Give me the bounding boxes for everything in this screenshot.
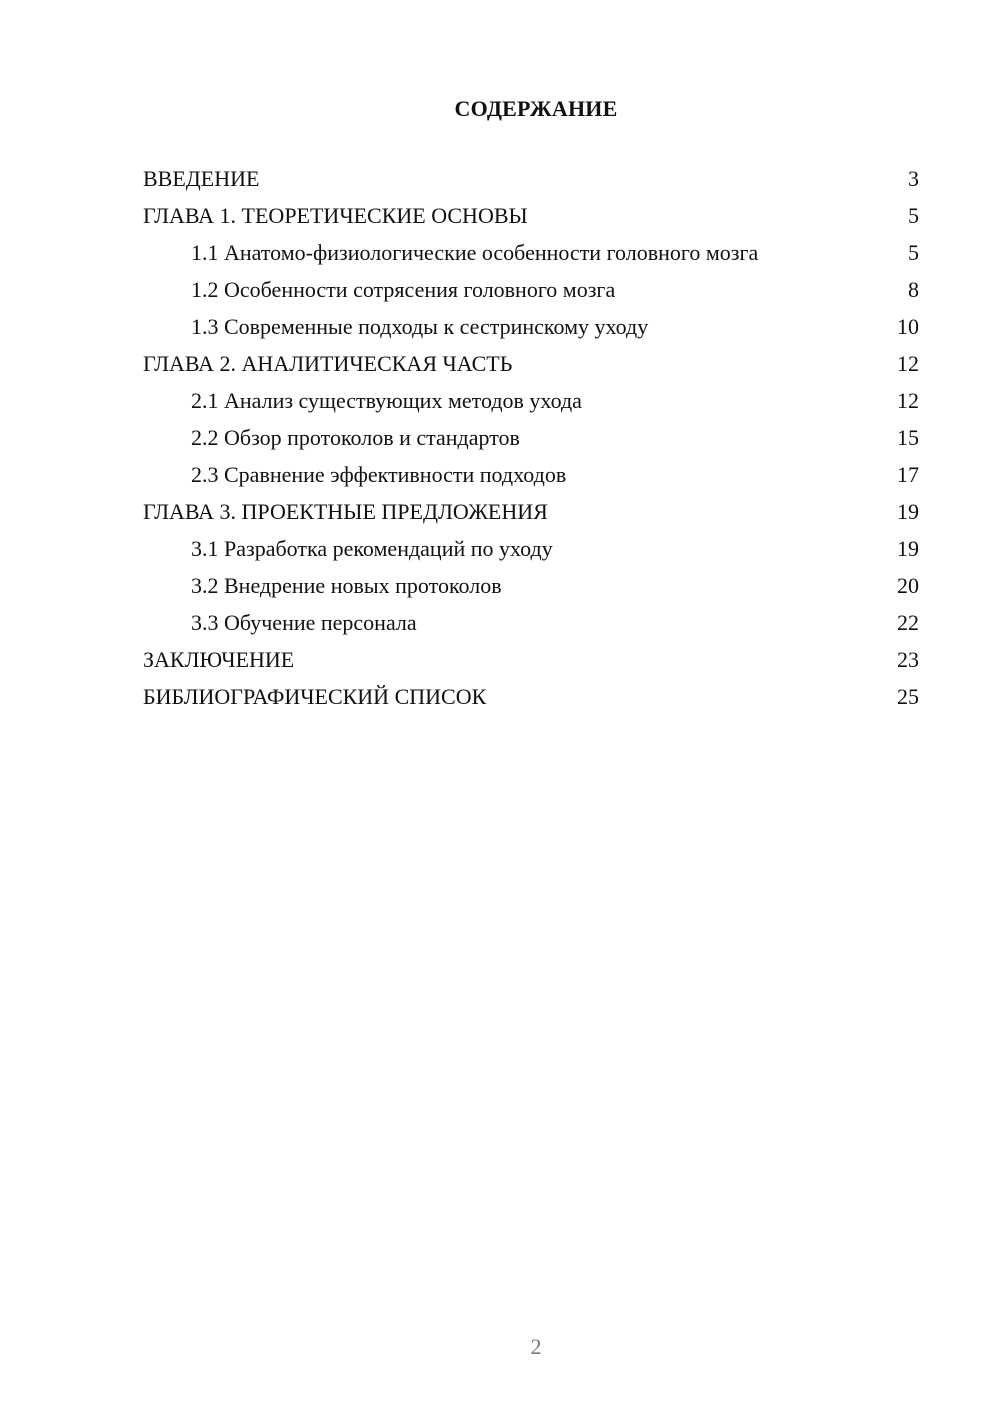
toc-entry-page: 5 bbox=[908, 203, 919, 228]
toc-entry-section-2-2 bbox=[143, 425, 919, 451]
toc-entry-section-1-1 bbox=[143, 240, 919, 266]
toc-entry-page: 23 bbox=[897, 647, 919, 672]
toc-entry-section-3-3 bbox=[143, 610, 919, 636]
toc-entry-bibliography bbox=[143, 684, 919, 710]
page-title: СОДЕРЖАНИЕ bbox=[454, 96, 618, 121]
toc-entry-chapter-3 bbox=[143, 499, 919, 525]
toc-entry-label: 1.1 Анатомо-физиологические особенности головного мозга bbox=[191, 240, 759, 265]
toc-entry-label: 2.2 Обзор протоколов и стандартов bbox=[191, 425, 520, 450]
toc-entry-label: ГЛАВА 3. ПРОЕКТНЫЕ ПРЕДЛОЖЕНИЯ bbox=[143, 499, 548, 524]
toc-entry-label: 1.3 Современные подходы к сестринскому уходу bbox=[191, 314, 649, 339]
toc-entry-section-3-2 bbox=[143, 573, 919, 599]
toc-entry-conclusion bbox=[143, 647, 919, 673]
toc-entry-page: 10 bbox=[897, 314, 919, 339]
toc-entry-section-3-1 bbox=[143, 536, 919, 562]
toc-entry-chapter-2 bbox=[143, 351, 919, 377]
toc-entry-label: ГЛАВА 2. АНАЛИТИЧЕСКАЯ ЧАСТЬ bbox=[143, 351, 513, 376]
toc-entry-label: БИБЛИОГРАФИЧЕСКИЙ СПИСОК bbox=[143, 684, 487, 709]
table-of-contents bbox=[143, 166, 919, 721]
toc-entry-section-2-1 bbox=[143, 388, 919, 414]
toc-entry-page: 19 bbox=[897, 499, 919, 524]
toc-entry-section-1-2 bbox=[143, 277, 919, 303]
page-number: 2 bbox=[530, 1334, 542, 1359]
toc-entry-page: 5 bbox=[908, 240, 919, 265]
toc-entry-section-2-3 bbox=[143, 462, 919, 488]
toc-entry-label: ГЛАВА 1. ТЕОРЕТИЧЕСКИЕ ОСНОВЫ bbox=[143, 203, 528, 228]
toc-entry-label: 3.3 Обучение персонала bbox=[191, 610, 417, 635]
toc-entry-page: 8 bbox=[908, 277, 919, 302]
toc-entry-chapter-1 bbox=[143, 203, 919, 229]
toc-entry-label: 3.1 Разработка рекомендаций по уходу bbox=[191, 536, 553, 561]
toc-entry-page: 25 bbox=[897, 684, 919, 709]
toc-entry-page: 17 bbox=[897, 462, 919, 487]
toc-entry-page: 20 bbox=[897, 573, 919, 598]
toc-entry-label: ЗАКЛЮЧЕНИЕ bbox=[143, 647, 295, 672]
toc-entry-label: 2.3 Сравнение эффективности подходов bbox=[191, 462, 567, 487]
toc-entry-section-1-3 bbox=[143, 314, 919, 340]
toc-entry-label: 3.2 Внедрение новых протоколов bbox=[191, 573, 502, 598]
toc-entry-page: 19 bbox=[897, 536, 919, 561]
toc-entry-label: 1.2 Особенности сотрясения головного мозга bbox=[191, 277, 616, 302]
toc-entry-page: 12 bbox=[897, 351, 919, 376]
toc-entry-introduction bbox=[143, 166, 919, 192]
toc-entry-page: 3 bbox=[908, 166, 919, 191]
toc-entry-label: 2.1 Анализ существующих методов ухода bbox=[191, 388, 582, 413]
toc-entry-page: 15 bbox=[897, 425, 919, 450]
toc-entry-page: 12 bbox=[897, 388, 919, 413]
toc-entry-page: 22 bbox=[897, 610, 919, 635]
toc-entry-label: ВВЕДЕНИЕ bbox=[143, 166, 260, 191]
